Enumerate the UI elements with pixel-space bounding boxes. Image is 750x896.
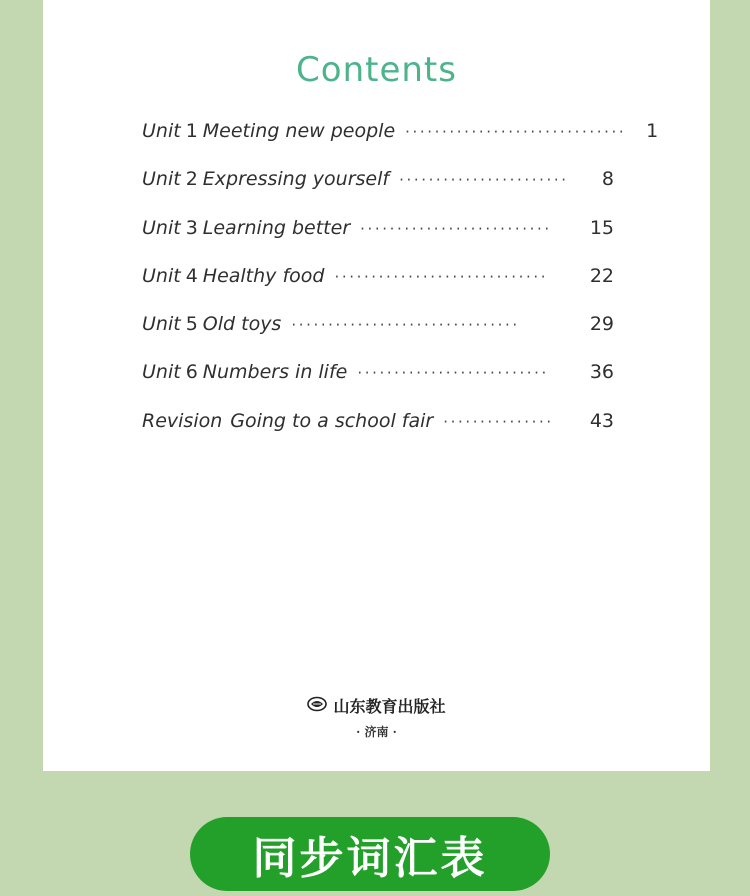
toc-unit-number: 6 xyxy=(185,361,198,384)
toc-unit-number: 2 xyxy=(185,168,198,191)
toc-page-number: 22 xyxy=(589,264,614,287)
toc-page-number: 36 xyxy=(589,361,614,384)
toc-row[interactable] xyxy=(142,120,659,168)
publisher-name: 山东教育出版社 xyxy=(333,697,446,716)
toc-leader-dots: ·························· xyxy=(357,364,549,383)
toc-title: Meeting new people xyxy=(202,120,396,142)
toc-title: Learning better xyxy=(202,216,351,239)
toc-row[interactable] xyxy=(142,168,614,216)
toc-leader-dots: ·························· xyxy=(360,219,552,238)
vocabulary-list-label: 同步词汇表 xyxy=(252,833,488,884)
toc-unit: Unit xyxy=(142,168,181,191)
toc-page-number: 29 xyxy=(589,313,614,336)
toc-page-number: 1 xyxy=(646,120,659,142)
vocabulary-list-button[interactable] xyxy=(190,817,550,891)
toc-page-number: 43 xyxy=(589,409,614,432)
toc-unit: Unit xyxy=(142,313,181,336)
publisher-block xyxy=(43,694,710,740)
toc-title: Expressing yourself xyxy=(202,168,390,191)
publisher-logo-icon xyxy=(307,696,327,716)
toc-page-number: 15 xyxy=(589,216,614,239)
toc-unit: Unit xyxy=(142,264,181,287)
toc-title: Going to a school fair xyxy=(230,409,434,432)
toc-label xyxy=(142,410,433,432)
toc-unit: Revision xyxy=(142,409,223,432)
toc-leader-dots: ······························· xyxy=(291,316,520,335)
toc-unit: Unit xyxy=(142,361,181,384)
toc-row[interactable] xyxy=(142,265,614,313)
toc-label xyxy=(142,313,281,335)
toc-unit-number: 1 xyxy=(185,120,198,142)
toc-label xyxy=(142,265,324,287)
table-of-contents xyxy=(142,120,659,458)
toc-leader-dots: ······························ xyxy=(405,123,627,141)
publisher-row xyxy=(307,694,445,717)
toc-page-number: 8 xyxy=(601,168,614,191)
book-page xyxy=(43,0,710,771)
toc-unit: Unit xyxy=(142,216,181,239)
toc-leader-dots: ····························· xyxy=(334,267,549,286)
toc-row[interactable] xyxy=(142,410,614,458)
toc-unit-number: 4 xyxy=(185,264,198,287)
toc-label xyxy=(142,217,350,239)
toc-label xyxy=(142,168,389,190)
toc-row[interactable] xyxy=(142,217,614,265)
toc-unit-number: 3 xyxy=(185,216,198,239)
toc-row[interactable] xyxy=(142,361,614,409)
toc-leader-dots: ······················· xyxy=(399,171,569,190)
toc-leader-dots: ··············· xyxy=(443,412,554,431)
toc-row[interactable] xyxy=(142,313,614,361)
toc-label xyxy=(142,361,347,383)
publisher-city: · 济南 · xyxy=(356,725,397,739)
toc-unit-number: 5 xyxy=(185,313,198,336)
toc-title: Healthy food xyxy=(202,264,325,287)
toc-label xyxy=(142,120,395,142)
page-title: Contents xyxy=(296,50,457,90)
toc-title: Old toys xyxy=(202,313,282,336)
toc-title: Numbers in life xyxy=(202,361,348,384)
toc-unit: Unit xyxy=(142,120,181,142)
